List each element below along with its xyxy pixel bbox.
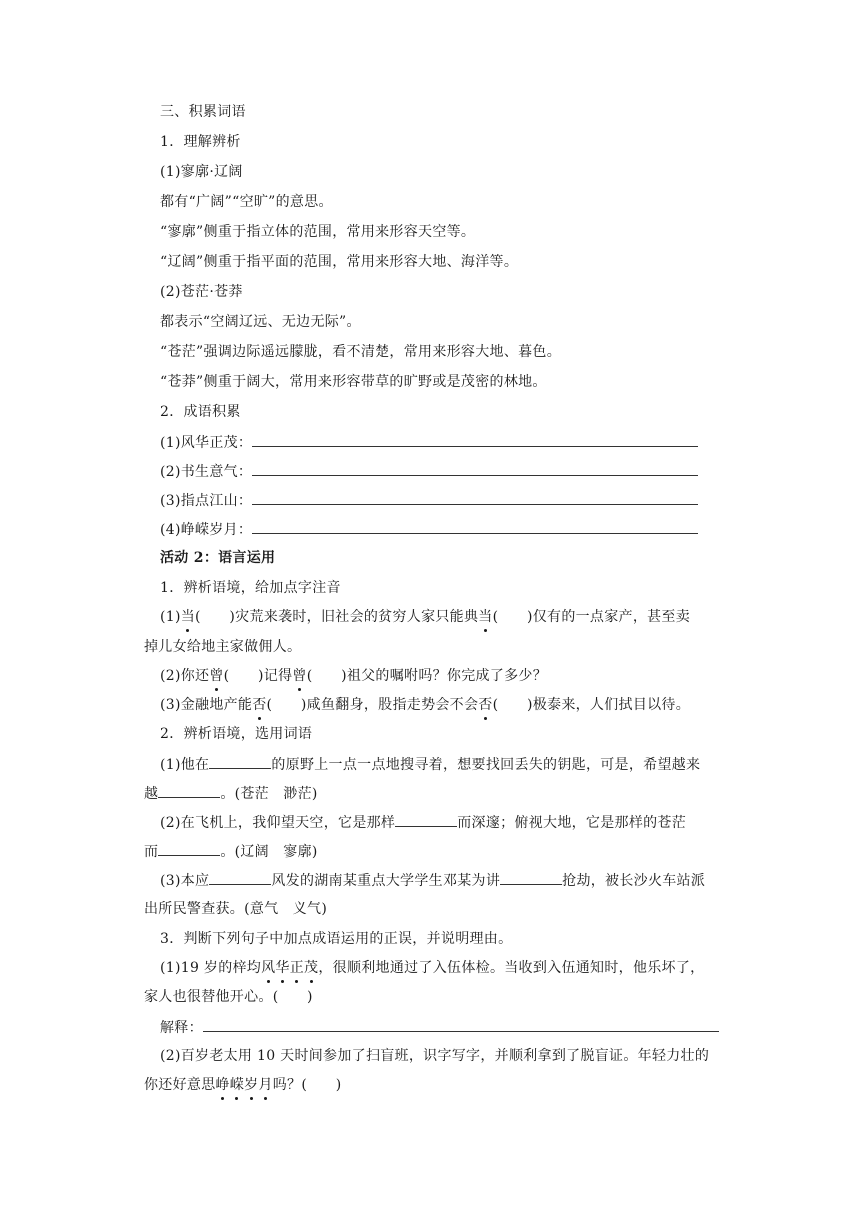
text-span: ( )极泰来，人们拭目以待。 (492, 697, 691, 713)
word-pair-2-b: “苍莽”侧重于阔大，常用来形容带草的旷野或是茂密的林地。 (160, 374, 547, 390)
text-span: ( )咸鱼翻身，股指走势会不会 (266, 697, 479, 713)
q3-heading: 3．判断下列句子中加点成语运用的正误，并说明理由。 (160, 931, 513, 947)
text-span: 而 (144, 844, 159, 860)
q2-item2-line2 (144, 841, 318, 862)
dotted-char: 曾 (292, 668, 307, 684)
subheading-idioms: 2．成语积累 (160, 404, 241, 420)
text-span: 的原野上一点一点地搜寻着，想要找回丢失的钥匙，可是，希望越来 (271, 757, 701, 773)
dotted-char: 否 (478, 697, 493, 713)
dotted-char: 岁 (244, 1077, 259, 1093)
q3-explanation-row (160, 1017, 719, 1038)
text-span: 风发的湖南某重点大学学生邓某为讲 (271, 873, 501, 889)
text-span: 越 (144, 786, 159, 802)
explanation-label: 解释： (160, 1020, 203, 1036)
fill-blank[interactable] (158, 841, 220, 856)
q2-item1-line2 (144, 783, 318, 804)
q3-item2-line2 (144, 1075, 341, 1095)
text-span: 。(苍茫 渺茫) (220, 786, 318, 802)
text-span: (1)19 岁的梓均 (160, 960, 262, 976)
q2-heading: 2．辨析语境，选用词语 (160, 726, 313, 742)
fill-blank[interactable] (395, 812, 457, 827)
q2-item1-line1 (160, 754, 700, 775)
text-span: 。(辽阔 寥廓) (220, 844, 318, 860)
dotted-char: 否 (252, 697, 267, 713)
text-span: ( )记得 (223, 668, 293, 684)
q2-item3-line2: 出所民警查获。(意气 义气) (144, 901, 328, 917)
text-span: (3)本应 (160, 873, 210, 889)
section-heading: 三、积累词语 (160, 104, 246, 120)
text-span: (1)他在 (160, 757, 210, 773)
fill-blank[interactable] (209, 870, 271, 885)
dotted-char: 月 (258, 1077, 273, 1093)
text-span: (2)你还 (160, 668, 210, 684)
dotted-char: 峥 (215, 1077, 230, 1093)
q1-heading: 1．辨析语境，给加点字注音 (160, 580, 341, 596)
idiom-label: (4)峥嵘岁月： (160, 522, 253, 538)
q1-item2 (160, 666, 547, 686)
answer-blank[interactable] (252, 432, 698, 447)
text-span: 抢劫，被长沙火车站派 (562, 873, 706, 889)
dotted-char: 曾 (209, 668, 224, 684)
q2-item2-line1 (160, 812, 686, 833)
text-span: 你还好意思 (144, 1077, 216, 1093)
q1-item3 (160, 695, 690, 715)
fill-blank[interactable] (158, 783, 220, 798)
word-pair-1-b: “辽阔”侧重于指平面的范围，常用来形容大地、海洋等。 (160, 254, 519, 270)
dotted-char: 风 (261, 960, 276, 976)
q3-item2-line1: (2)百岁老太用 10 天时间参加了扫盲班，识字写字，并顺利拿到了脱盲证。年轻力壮的 (160, 1048, 710, 1064)
q3-item1-line2: 家人也很替他开心。( ) (144, 989, 313, 1005)
text-span: (2)在飞机上，我仰望天空，它是那样 (160, 815, 396, 831)
word-pair-1-common: 都有“广阔”“空旷”的意思。 (160, 194, 333, 210)
idiom-row (160, 461, 698, 482)
activity-title: 活动 2：语言运用 (160, 550, 276, 566)
idiom-row (160, 490, 698, 511)
idiom-label: (2)书生意气： (160, 464, 253, 480)
dotted-char: 嵘 (229, 1077, 245, 1093)
subheading-understand: 1．理解辨析 (160, 134, 241, 150)
explanation-blank[interactable] (203, 1017, 719, 1032)
idiom-row (160, 432, 698, 453)
fill-blank[interactable] (209, 754, 271, 769)
text-span: (1) (160, 609, 181, 625)
text-span: ，很顺利地通过了入伍体检。当收到入伍通知时，他乐坏了， (318, 960, 705, 976)
text-span: 而深邃；俯视大地，它是那样的苍茫 (457, 815, 687, 831)
word-pair-2-title: (2)苍茫·苍莽 (160, 284, 243, 300)
q2-item3-line1 (160, 870, 705, 891)
dotted-char: 当 (478, 609, 493, 625)
idiom-label: (3)指点江山： (160, 493, 253, 509)
q3-item1-line1 (160, 958, 704, 978)
text-span: ( )仅有的一点家产，甚至卖 (492, 609, 691, 625)
answer-blank[interactable] (252, 519, 698, 534)
answer-blank[interactable] (252, 461, 698, 476)
q1-item1-line1 (160, 607, 690, 627)
q1-item1-line2: 掉儿女给地主家做佣人。 (144, 639, 302, 655)
word-pair-2-a: “苍茫”强调边际遥远朦胧，看不清楚，常用来形容大地、暮色。 (160, 344, 562, 360)
dotted-char: 华 (275, 960, 290, 976)
word-pair-2-common: 都表示“空阔辽远、无边无际”。 (160, 314, 361, 330)
dotted-char: 茂 (304, 960, 319, 976)
dotted-char: 正 (289, 960, 305, 976)
word-pair-1-a: “寥廓”侧重于指立体的范围，常用来形容天空等。 (160, 224, 476, 240)
text-span: (3)金融地产能 (160, 697, 253, 713)
text-span: 吗？( ) (272, 1077, 342, 1093)
answer-blank[interactable] (252, 490, 698, 505)
fill-blank[interactable] (500, 870, 562, 885)
idiom-row (160, 519, 698, 540)
word-pair-1-title: (1)寥廓·辽阔 (160, 164, 243, 180)
text-span: ( )祖父的嘱咐吗？你完成了多少？ (306, 668, 548, 684)
dotted-char: 当 (180, 609, 196, 625)
text-span: ( )灾荒来袭时，旧社会的贫穷人家只能典 (195, 609, 479, 625)
idiom-label: (1)风华正茂： (160, 435, 253, 451)
